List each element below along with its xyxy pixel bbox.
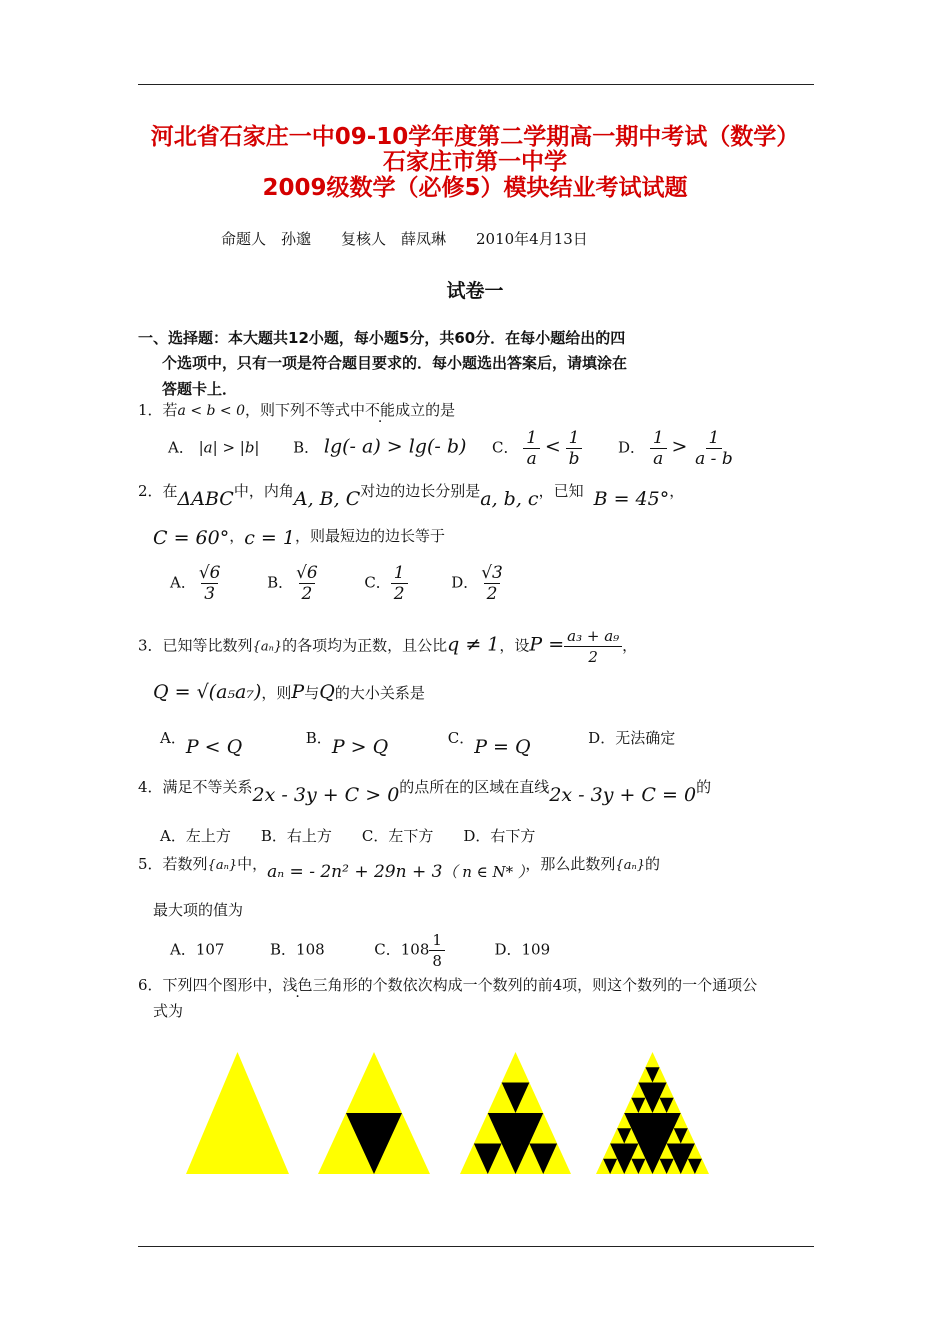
q5-sequence-2: {aₙ} bbox=[615, 858, 645, 873]
q5-option-c-label: C．108 bbox=[374, 940, 430, 959]
q6-text-1: 三角形的个数依次构成一个数列的前4项，则这个数列的一个通项公 bbox=[312, 976, 758, 994]
question-4 bbox=[138, 775, 712, 806]
bottom-rule bbox=[138, 1246, 814, 1247]
q3-option-d: 无法确定 bbox=[615, 729, 676, 747]
q5-option-d: D．109 bbox=[494, 940, 551, 959]
q1-option-b: lg(- a) > lg(- b) bbox=[323, 435, 467, 458]
sierpinski-figures bbox=[0, 1040, 950, 1200]
paper-title: 试卷一 bbox=[446, 280, 504, 302]
q5-text-1: 中， bbox=[237, 855, 268, 873]
q5-prefix: 5．若数列 bbox=[138, 855, 208, 873]
q2-text-6: ，则最短边的边长等于 bbox=[294, 527, 445, 545]
q1-option-a-label: A． bbox=[168, 438, 194, 457]
q2-text-2: 对边的边长分别是 bbox=[360, 482, 481, 500]
q1-option-b-label: B． bbox=[293, 438, 320, 457]
q2-side-c: c = 1 bbox=[244, 527, 295, 549]
question-5 bbox=[138, 853, 660, 882]
q2-option-c-label: C． bbox=[364, 573, 391, 592]
question-3 bbox=[138, 626, 637, 667]
q1-text-c: 成立的是 bbox=[395, 401, 456, 419]
question-2-line-2 bbox=[153, 524, 445, 549]
q2-prefix: 2．在 bbox=[138, 482, 178, 500]
q2-text-5: ， bbox=[229, 527, 245, 545]
section-instructions-1: 一、选择题：本大题共12小题，每小题5分，共60分．在每小题给出的四 bbox=[138, 329, 626, 347]
q6-prefix: 6．下列四个图形中， bbox=[138, 976, 283, 994]
q1-option-a: |a| > |b| bbox=[198, 438, 260, 457]
q4-prefix: 4．满足不等关系 bbox=[138, 778, 253, 796]
q2-option-a: $\frac{√6}{3}$ bbox=[198, 563, 221, 604]
q3-prefix: 3．已知等比数列 bbox=[138, 636, 253, 655]
q2-sides: a, b, c bbox=[480, 488, 539, 510]
title-line-2: 石家庄市第一中学 bbox=[383, 149, 567, 175]
q5-formula: aₙ = - 2n² + 29n + 3 bbox=[267, 862, 443, 882]
q5-option-a: A．107 bbox=[170, 940, 225, 959]
question-6 bbox=[138, 974, 757, 995]
question-2 bbox=[138, 479, 685, 510]
q3-q-expr: Q = √(a₅a₇) bbox=[153, 681, 262, 703]
q1-condition: a < b < 0 bbox=[177, 403, 246, 419]
q1-text-a: ，则下列不等式中 bbox=[245, 401, 366, 419]
q3-option-b-label: B． bbox=[305, 729, 332, 747]
q3-ratio-cond: q ≠ 1 bbox=[447, 633, 500, 656]
q1-prefix: 1．若 bbox=[138, 401, 178, 419]
q1-options bbox=[168, 428, 736, 469]
q3-q-symbol: Q bbox=[319, 681, 335, 703]
q1-option-c-right-frac: $\frac{1}{b}$ bbox=[566, 428, 583, 469]
q3-option-b: P > Q bbox=[331, 736, 389, 758]
q5-text-2: ，那么此数列 bbox=[525, 855, 616, 873]
q3-option-d-label: D． bbox=[588, 729, 616, 747]
q2-text-1: 中，内角 bbox=[233, 482, 294, 500]
q2-option-d-label: D． bbox=[451, 573, 479, 592]
q3-option-a: P < Q bbox=[185, 736, 243, 758]
q5-options bbox=[170, 930, 550, 971]
q3-option-a-label: A． bbox=[160, 729, 186, 747]
q2-option-b: $\frac{√6}{2}$ bbox=[296, 563, 318, 604]
q2-text-4: ， bbox=[669, 482, 685, 500]
section-instructions-3: 答题卡上． bbox=[162, 380, 238, 398]
authors-line: 命题人 孙邈 复核人 薛凤琳 2010年4月13日 bbox=[221, 230, 588, 248]
q1-option-d-op: > bbox=[671, 435, 688, 458]
q2-option-d: $\frac{√3}{2}$ bbox=[481, 563, 503, 604]
q3-text-5: 与 bbox=[304, 684, 320, 702]
q1-emphasis: 不能 bbox=[365, 401, 396, 419]
q2-angle-b: B = 45° bbox=[593, 488, 670, 510]
q6-emphasis: 浅色 bbox=[282, 976, 313, 994]
q4-inequality: 2x - 3y + C > 0 bbox=[252, 784, 400, 806]
q3-text-2: ，设 bbox=[499, 636, 530, 655]
title-line-1: 河北省石家庄一中09-10学年度第二学期高一期中考试（数学） bbox=[150, 124, 800, 150]
section-instructions-2: 个选项中，只有一项是符合题目要求的．每小题选出答案后，请填涂在 bbox=[162, 354, 628, 372]
triangle-figure-1 bbox=[186, 1052, 289, 1174]
q4-text-1: 的点所在的区域在直线 bbox=[399, 778, 550, 796]
q3-p-frac: $\frac{\text{a₃ + a₉}}{2}$ bbox=[564, 626, 622, 667]
q5-option-b: B．108 bbox=[270, 940, 325, 959]
q2-angle-c: C = 60° bbox=[153, 527, 230, 549]
q3-text-4: ，则 bbox=[261, 684, 292, 702]
q1-option-c-label: C． bbox=[491, 438, 519, 457]
question-6-line-2: 式为 bbox=[153, 1002, 184, 1020]
question-3-line-2 bbox=[153, 681, 425, 703]
q5-text-3: 的 bbox=[644, 855, 660, 873]
q1-option-d-left-frac: $\frac{1}{a}$ bbox=[650, 428, 667, 469]
q3-p-lhs: P = bbox=[529, 633, 565, 656]
q1-option-c-left-frac: $\frac{1}{a}$ bbox=[523, 428, 540, 469]
q1-option-c-op: < bbox=[544, 435, 561, 458]
q3-options bbox=[160, 726, 676, 758]
q3-option-c: P = Q bbox=[474, 736, 531, 758]
q1-option-d-label: D． bbox=[618, 438, 646, 457]
q2-option-b-label: B． bbox=[267, 573, 294, 592]
q4-options: A．左上方 B．右上方 C．左下方 D．右下方 bbox=[160, 827, 536, 845]
q3-text-3: ， bbox=[622, 636, 638, 655]
q3-p-symbol: P bbox=[291, 681, 305, 703]
q5-option-c-frac: $\frac{1}{8}$ bbox=[429, 930, 445, 971]
q1-option-d-right-frac: $\frac{1}{a - b}$ bbox=[695, 428, 733, 469]
q4-line-equation: 2x - 3y + C = 0 bbox=[549, 784, 697, 806]
q2-option-c: $\frac{1}{2}$ bbox=[391, 563, 408, 604]
q3-sequence: {aₙ} bbox=[252, 639, 283, 655]
title-line-3: 2009级数学（必修5）模块结业考试试题 bbox=[262, 175, 688, 201]
top-rule bbox=[138, 84, 814, 85]
q2-option-a-label: A． bbox=[170, 573, 196, 592]
q2-options bbox=[170, 563, 506, 604]
q2-angles: A, B, C bbox=[293, 488, 361, 510]
q3-text-6: 的大小关系是 bbox=[334, 684, 425, 702]
q2-triangle: ΔABC bbox=[177, 488, 234, 510]
q5-condition: （ n ∈ N* ） bbox=[442, 863, 526, 881]
q5-sequence: {aₙ} bbox=[207, 858, 238, 873]
q4-text-2: 的 bbox=[696, 778, 712, 796]
q3-option-c-label: C． bbox=[447, 729, 475, 747]
q3-text-1: 的各项均为正数，且公比 bbox=[282, 636, 448, 655]
question-1 bbox=[138, 399, 455, 420]
q2-text-3: ，已知 bbox=[538, 482, 584, 500]
question-5-line-2: 最大项的值为 bbox=[153, 901, 244, 919]
